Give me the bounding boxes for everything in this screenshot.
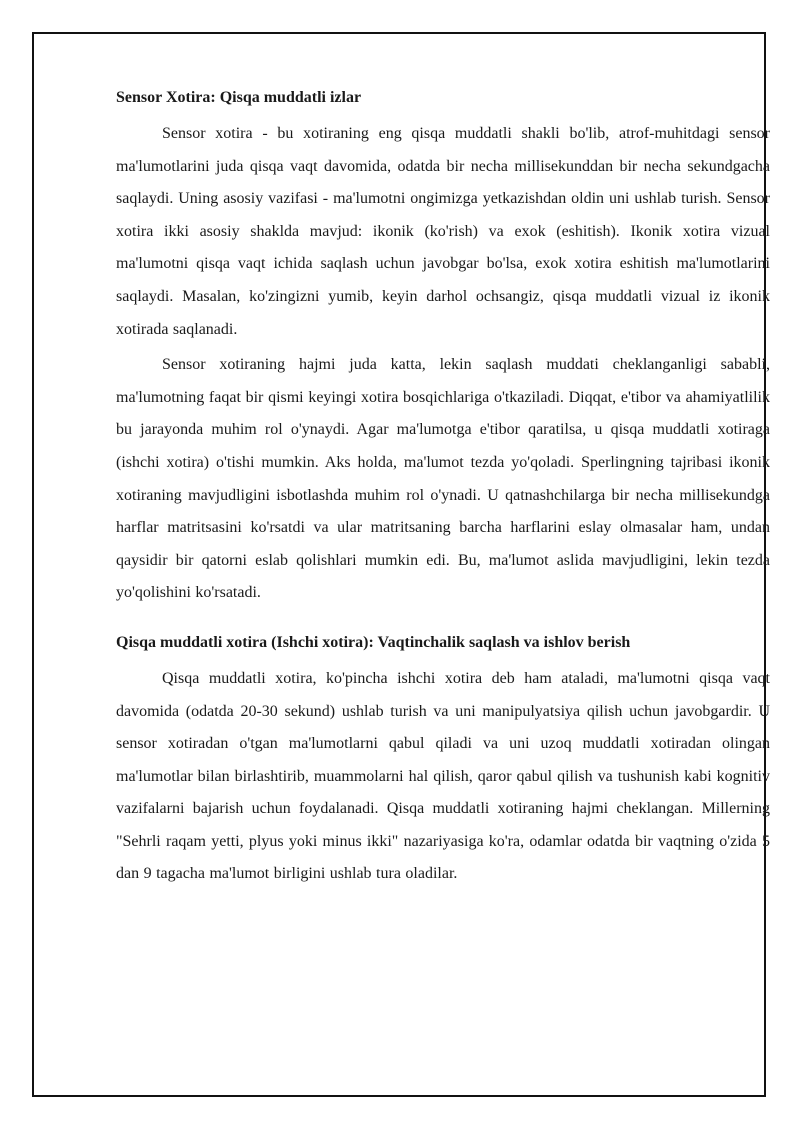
paragraph-short-term-memory: Qisqa muddatli xotira, ko'pincha ishchi xotira deb ham ataladi, ma'lumotni qisqa vaqt davomida (odatda 20-30 sekund) ushlab turish va uni manipulyatsiya qilish uchun javobgardir. U sensor xotiradan o'tgan ma'lumotlarni qabul qiladi va uni uzoq muddatli xotiradan olingan ma'lumotlar bilan birlashtirib, muammolarni hal qilish, qaror qabul qilish va tushunish kabi kognitiv vazifalarni bajarish uchun foydalanadi. Qisqa muddatli xotiraning hajmi cheklangan. Millerning "Sehrli raqam yetti, plyus yoki minus ikki" nazariyasiga ko'ra, odamlar odatda bir vaqtning o'zida 5 dan 9 tagacha ma'lumot birligini ushlab tura oladilar. [116, 669, 770, 883]
section-heading-short-term-memory: Qisqa muddatli xotira (Ishchi xotira): Vaqtinchalik saqlash va ishlov berish [116, 633, 631, 651]
section-heading-sensor-memory: Sensor Xotira: Qisqa muddatli izlar [116, 89, 362, 106]
paragraph-sensor-memory-capacity: Sensor xotiraning hajmi juda katta, lekin saqlash muddati cheklanganligi sababli, ma'lumotning faqat bir qismi keyingi xotira bosqichlariga o'tkaziladi. Diqqat, e'tibor va ahamiyatlilik bu jarayonda muhim rol o'ynaydi. Agar ma'lumotga e'tibor qaratilsa, u qisqa muddatli xotiraga (ishchi xotira) o'tishi mumkin. Aks holda, ma'lumot tezda yo'qoladi. Sperlingning tajribasi ikonik xotiraning mavjudligini isbotlashda muhim rol o'ynadi. U qatnashchilarga bir necha millisekundga harflar matritsasini ko'rsatdi va ular matritsaning barcha harflarini eslay olmasalar ham, undan qaysidir bir qatorni eslab qolishlari mumkin edi. Bu, ma'lumot aslida mavjudligini, lekin tezda yo'qolishini ko'rsatadi. [116, 356, 770, 602]
document-body [116, 86, 770, 891]
paragraph-sensor-memory-intro: Sensor xotira - bu xotiraning eng qisqa muddatli shakli bo'lib, atrof-muhitdagi sensor ma'lumotlarini juda qisqa vaqt davomida, odatda bir necha millisekunddan bir necha sekundgacha saqlaydi. Uning asosiy vazifasi - ma'lumotni ongimizga yetkazishdan oldin uni ushlab turish. Sensor xotira ikki asosiy shaklda mavjud: ikonik (ko'rish) va exok (eshitish). Ikonik xotira vizual ma'lumotni qisqa vaqt ichida saqlash uchun javobgar bo'lsa, exok xotira eshitish ma'lumotlarini saqlaydi. Masalan, ko'zingizni yumib, keyin darhol ochsangiz, qisqa muddatli vizual iz ikonik xotirada saqlanadi. [116, 125, 770, 338]
